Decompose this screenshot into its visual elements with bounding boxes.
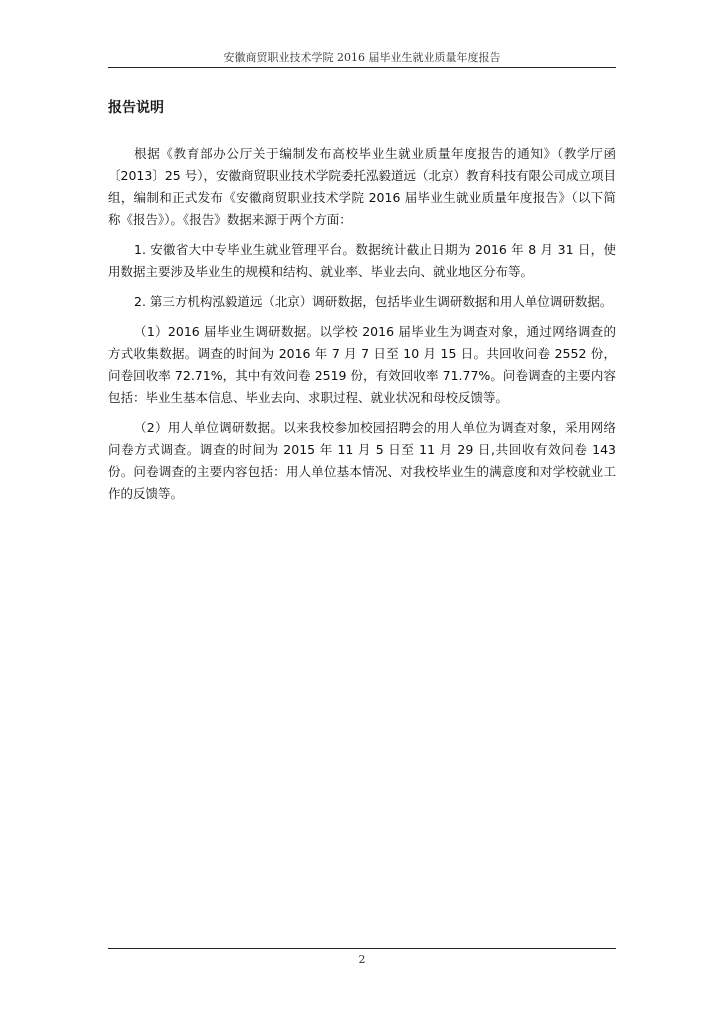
footer-rule [108,948,616,949]
data-source-2-paragraph: 2. 第三方机构泓毅道远（北京）调研数据，包括毕业生调研数据和用人单位调研数据。 [134,294,613,309]
employer-survey-paragraph: （2）用人单位调研数据。以来我校参加校园招聘会的用人单位为调查对象，采用网络问卷方式调查。调查的时间为 2015 年 11 月 5 日至 11 月 29 日,共回收有效问卷 143 份。问卷调查的主要内容包括：用人单位基本情况、对我校毕业生的满意度和对学校就业工作的反馈等。 [108,420,616,501]
graduate-survey-paragraph: （1）2016 届毕业生调研数据。以学校 2016 届毕业生为调查对象，通过网络调查的方式收集数据。调查的时间为 2016 年 7 月 7 日至 10 月 15 日。共回收问卷 2552 份，问卷回收率 72.71%，其中有效问卷 2519 份，有效回收率 71.77%。问卷调查的主要内容包括：毕业生基本信息、毕业去向、求职过程、就业状况和母校反馈等。 [108,324,616,405]
page-number: 2 [358,953,366,966]
page-header: 安徽商贸职业技术学院 2016 届毕业生就业质量年度报告 [223,51,501,64]
intro-paragraph: 根据《教育部办公厅关于编制发布高校毕业生就业质量年度报告的通知》（教学厅函〔2013〕25 号），安徽商贸职业技术学院委托泓毅道远（北京）教育科技有限公司成立项目组，编制和正式发布《安徽商贸职业技术学院 2016 届毕业生就业质量年度报告》（以下简称《报告》）。《报告》数据来源于两个方面： [108,146,616,227]
section-title: 报告说明 [108,100,164,116]
header-rule [108,67,616,68]
report-body [108,143,616,513]
data-source-1-paragraph: 1. 安徽省大中专毕业生就业管理平台。数据统计截止日期为 2016 年 8 月 31 日，使用数据主要涉及毕业生的规模和结构、就业率、毕业去向、就业地区分布等。 [108,242,616,279]
